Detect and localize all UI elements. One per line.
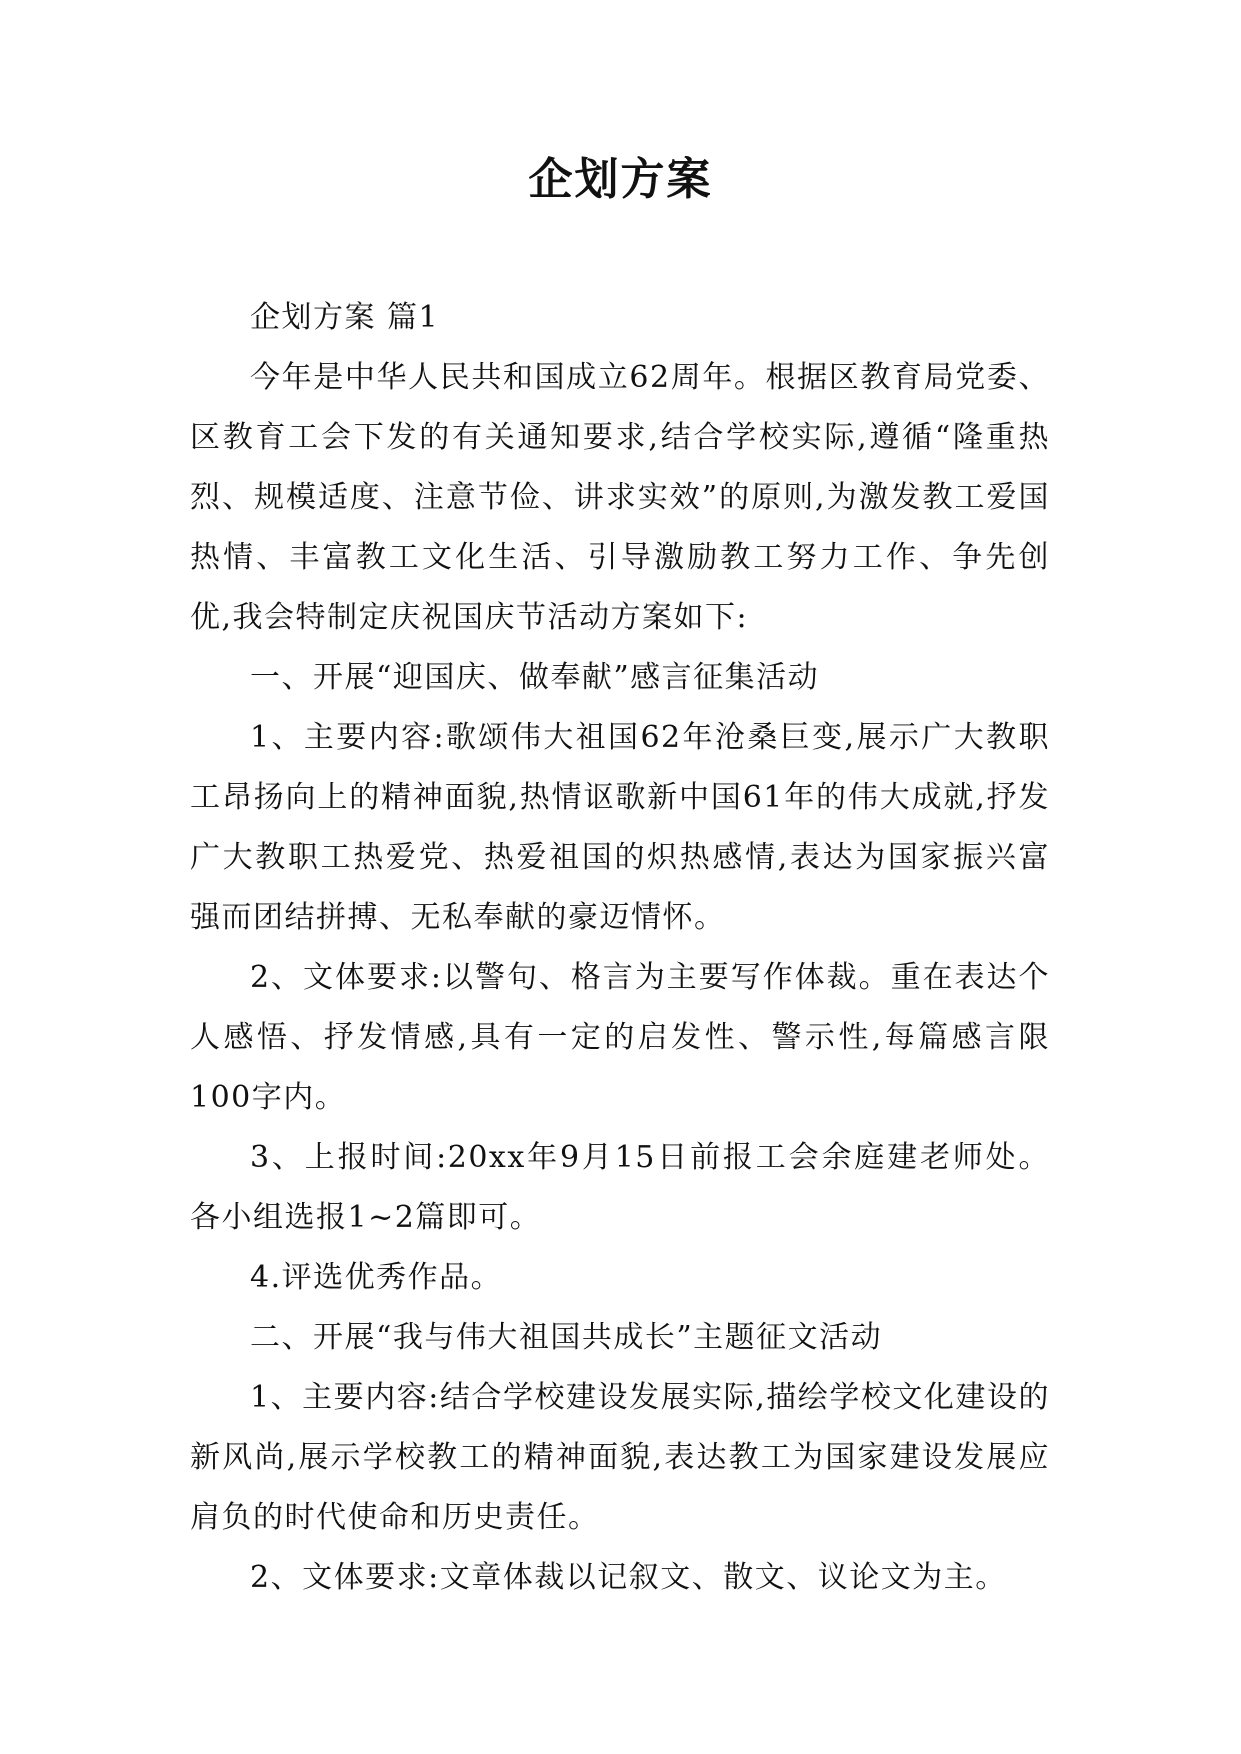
paragraph-heading: 企划方案 篇1	[250, 300, 440, 335]
paragraph: 1、主要内容:结合学校建设发展实际,描绘学校文化建设的新风尚,展示学校教工的精神面貌,表达教工为国家建设发展应肩负的时代使命和历史责任。	[190, 1380, 1050, 1535]
paragraph: 2、文体要求:以警句、格言为主要写作体裁。重在表达个人感悟、抒发情感,具有一定的启发性、警示性,每篇感言限100字内。	[190, 960, 1050, 1115]
paragraph: 1、主要内容:歌颂伟大祖国62年沧桑巨变,展示广大教职工昂扬向上的精神面貌,热情讴歌新中国61年的伟大成就,抒发广大教职工热爱党、热爱祖国的炽热感情,表达为国家振兴富强而团结拼搏、无私奉献的豪迈情怀。	[190, 720, 1050, 935]
paragraph: 2、文体要求:文章体裁以记叙文、散文、议论文为主。	[250, 1560, 1007, 1595]
document-body	[190, 288, 1050, 1608]
paragraph: 4.评选优秀作品。	[250, 1260, 503, 1295]
document-title: 企划方案	[528, 154, 713, 205]
section-heading-1: 一、开展“迎国庆、做奉献”感言征集活动	[250, 660, 820, 695]
section-heading-2: 二、开展“我与伟大祖国共成长”主题征文活动	[250, 1320, 883, 1355]
paragraph-intro: 今年是中华人民共和国成立62周年。根据区教育局党委、区教育工会下发的有关通知要求,结合学校实际,遵循“隆重热烈、规模适度、注意节俭、讲求实效”的原则,为激发教工爱国热情、丰富教工文化生活、引导激励教工努力工作、争先创优,我会特制定庆祝国庆节活动方案如下:	[190, 360, 1050, 635]
paragraph: 3、上报时间:20xx年9月15日前报工会余庭建老师处。各小组选报1~2篇即可。	[190, 1140, 1050, 1235]
